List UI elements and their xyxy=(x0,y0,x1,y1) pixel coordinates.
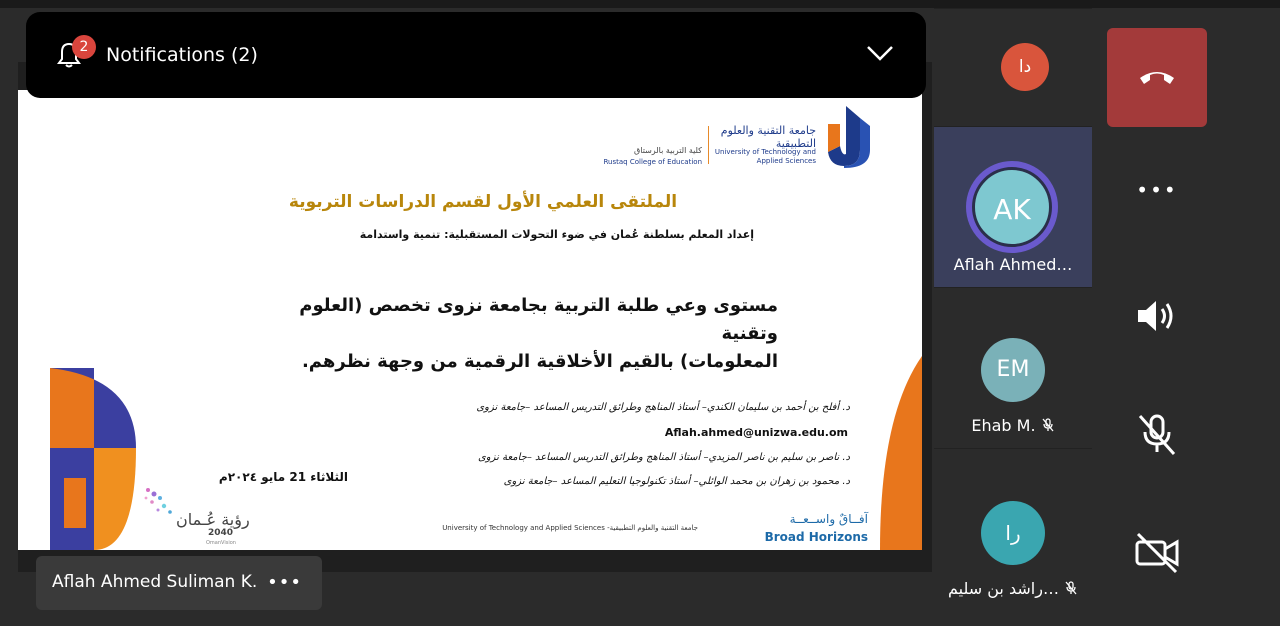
notifications-banner[interactable] xyxy=(26,12,926,98)
oman-vision-year: 2040 xyxy=(208,528,234,538)
slide-heading: الملتقى العلمي الأول لقسم الدراسات التربوية xyxy=(288,192,678,212)
university-name-ar: جامعة التقنية والعلوم التطبيقية xyxy=(720,124,816,150)
avatar: را xyxy=(981,501,1045,565)
presenter-name: Aflah Ahmed Suliman K. xyxy=(52,572,258,592)
avatar: دا xyxy=(1001,43,1049,91)
participant-tile-2[interactable] xyxy=(934,126,1092,287)
top-strip xyxy=(0,0,1280,8)
notification-count-badge: 2 xyxy=(72,35,96,59)
mic-muted-icon xyxy=(1041,418,1055,432)
slide-decoration-right xyxy=(880,356,922,550)
slide-title xyxy=(248,292,778,376)
end-call-button[interactable] xyxy=(1107,28,1207,127)
mic-muted-icon xyxy=(1064,581,1078,595)
slide-date: الثلاثاء 21 مايو ٢٠٢٤م xyxy=(218,470,348,484)
participant-tile-4[interactable] xyxy=(934,448,1092,619)
logo-divider xyxy=(708,126,709,164)
avatar: AK xyxy=(972,167,1052,247)
avatar: EM xyxy=(981,338,1045,402)
author-3: د. محمود بن زهران بن محمد الوائلي– أستاذ تكنولوجيا التعليم المساعد –جامعة نزوى xyxy=(503,476,850,487)
presenter-name-chip[interactable] xyxy=(36,556,322,610)
slide-subheading: إعداد المعلم بسلطنة عُمان في ضوء التحولات المستقبلية: تنمية واستدامة xyxy=(359,228,754,241)
speaker-icon[interactable] xyxy=(1136,296,1178,336)
author-1: د. أفلح بن أحمد بن سليمان الكندي– أستاذ المناهج وطرائق التدريس المساعد –جامعة نزوى xyxy=(476,402,850,413)
presentation-slide xyxy=(18,90,922,550)
slide-footer-university: جامعة التقنية والعلوم التطبيقية- University of Technology and Applied Sciences xyxy=(442,524,698,532)
participant-name-row xyxy=(934,579,1092,598)
broad-horizons-en: Broad Horizons xyxy=(764,530,868,544)
college-name-en: Rustaq College of Education xyxy=(603,158,702,166)
oman-vision-en: OmanVision xyxy=(206,540,236,546)
microphone-muted-icon[interactable] xyxy=(1136,412,1178,456)
slide-title-line1: مستوى وعي طلبة التربية بجامعة نزوى تخصص (العلوم وتقنية xyxy=(299,295,778,344)
slide-title-line2: المعلومات) بالقيم الأخلاقية الرقمية من وجهة نظرهم. xyxy=(301,351,778,372)
broad-horizons-ar: آفــاقٌ واســعــة xyxy=(789,512,868,526)
university-name-en: University of Technology and Applied Sciences xyxy=(714,148,816,165)
slide-decoration-left xyxy=(50,368,140,550)
camera-off-icon[interactable] xyxy=(1134,532,1180,574)
participant-name: راشد بن سليم… xyxy=(947,579,1059,598)
chevron-down-icon[interactable] xyxy=(866,44,894,62)
university-logo-icon xyxy=(826,106,872,168)
participant-name-row xyxy=(934,416,1092,435)
presenter-more-button[interactable]: ••• xyxy=(267,572,302,593)
college-name-ar: كلية التربية بالرستاق xyxy=(634,146,702,155)
notifications-title: Notifications (2) xyxy=(106,44,258,66)
participant-name: Ehab M. xyxy=(971,416,1036,435)
hang-up-icon xyxy=(1137,66,1177,88)
participant-tile-1[interactable] xyxy=(934,8,1092,126)
author-2: د. ناصر بن سليم بن ناصر المزيدي– أستاذ المناهج وطرائق التدريس المساعد –جامعة نزوى xyxy=(477,452,850,463)
more-options-button[interactable]: ••• xyxy=(1136,178,1178,202)
participant-name: Aflah Ahmed… xyxy=(953,255,1073,274)
author-email: Aflah.ahmed@unizwa.edu.om xyxy=(664,426,848,439)
oman-vision-ar: رؤية عُـمان xyxy=(176,510,250,529)
participant-tile-3[interactable] xyxy=(934,287,1092,448)
